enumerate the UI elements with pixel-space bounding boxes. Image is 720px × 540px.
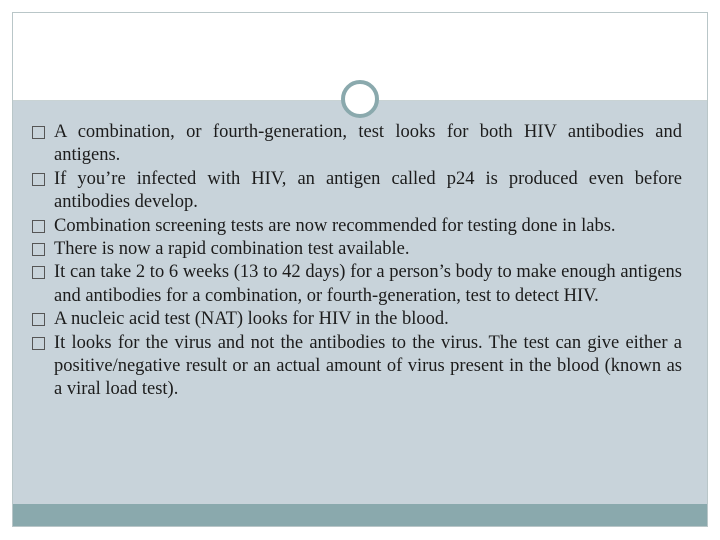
bullet-item — [30, 121, 682, 168]
square-outline-icon — [32, 313, 45, 326]
bullet-text: A nucleic acid test (NAT) looks for HIV in the blood. — [54, 309, 449, 330]
bullet-list — [30, 121, 682, 402]
footer-bar — [13, 504, 707, 526]
square-outline-icon — [32, 337, 45, 350]
bullet-text: It can take 2 to 6 weeks (13 to 42 days) for a person’s body to make enough antigens and antibodies for a combination, or fourth-generation, test to detect HIV. — [54, 262, 682, 306]
bullet-text: There is now a rapid combination test available. — [54, 239, 410, 260]
square-outline-icon — [32, 126, 45, 139]
square-outline-icon — [32, 220, 45, 233]
bullet-text: It looks for the virus and not the antibodies to the virus. The test can give either a positive/negative result or an actual amount of virus present in the blood (known as a viral load test). — [54, 332, 682, 400]
circle-ring-icon — [341, 80, 379, 118]
bullet-text: Combination screening tests are now recommended for testing done in labs. — [54, 215, 616, 236]
square-outline-icon — [32, 173, 45, 186]
bullet-text: A combination, or fourth-generation, test looks for both HIV antibodies and antigens. — [54, 122, 682, 166]
bullet-item — [30, 215, 682, 238]
square-outline-icon — [32, 243, 45, 256]
bullet-item — [30, 261, 682, 308]
bullet-text: If you’re infected with HIV, an antigen called p24 is produced even before antibodies develop. — [54, 168, 682, 213]
square-outline-icon — [32, 266, 45, 279]
bullet-item — [30, 238, 682, 261]
bullet-item — [30, 168, 682, 215]
bullet-item — [30, 332, 682, 402]
bullet-item — [30, 308, 682, 331]
